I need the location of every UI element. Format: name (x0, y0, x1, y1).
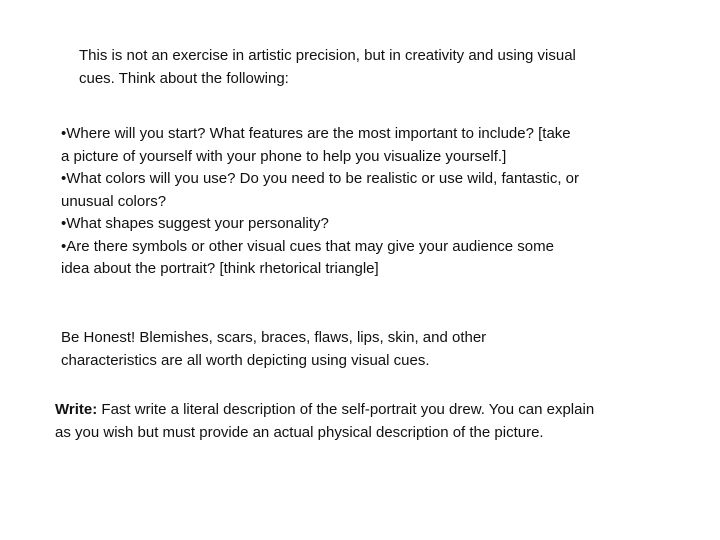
write-label: Write: (55, 401, 98, 418)
write-text: Fast write a literal description of the self-portrait you drew. You can explain as you wish but must provide an actual physical description of the picture. (55, 401, 595, 441)
be-honest-paragraph: Be Honest! Blemishes, scars, braces, flaws, lips, skin, and other characteristics are all worth depicting using visual cues. (61, 329, 487, 369)
bullet-item-shapes: •What shapes suggest your personality? (61, 215, 329, 232)
bullet-item-colors: •What colors will you use? Do you need to be realistic or use wild, fantastic, or unusual colors? (61, 170, 579, 210)
intro-paragraph: This is not an exercise in artistic precision, but in creativity and using visual cues. Think about the following: (79, 47, 576, 87)
write-instruction (55, 399, 595, 444)
bullet-item-symbols: •Are there symbols or other visual cues that may give your audience some idea about the portrait? [think rhetorical triangle] (61, 237, 554, 277)
bullet-item-start: •Where will you start? What features are the most important to include? [take a picture of yourself with your phone to help you visualize yourself.] (61, 125, 571, 165)
bullet-list (61, 123, 581, 281)
